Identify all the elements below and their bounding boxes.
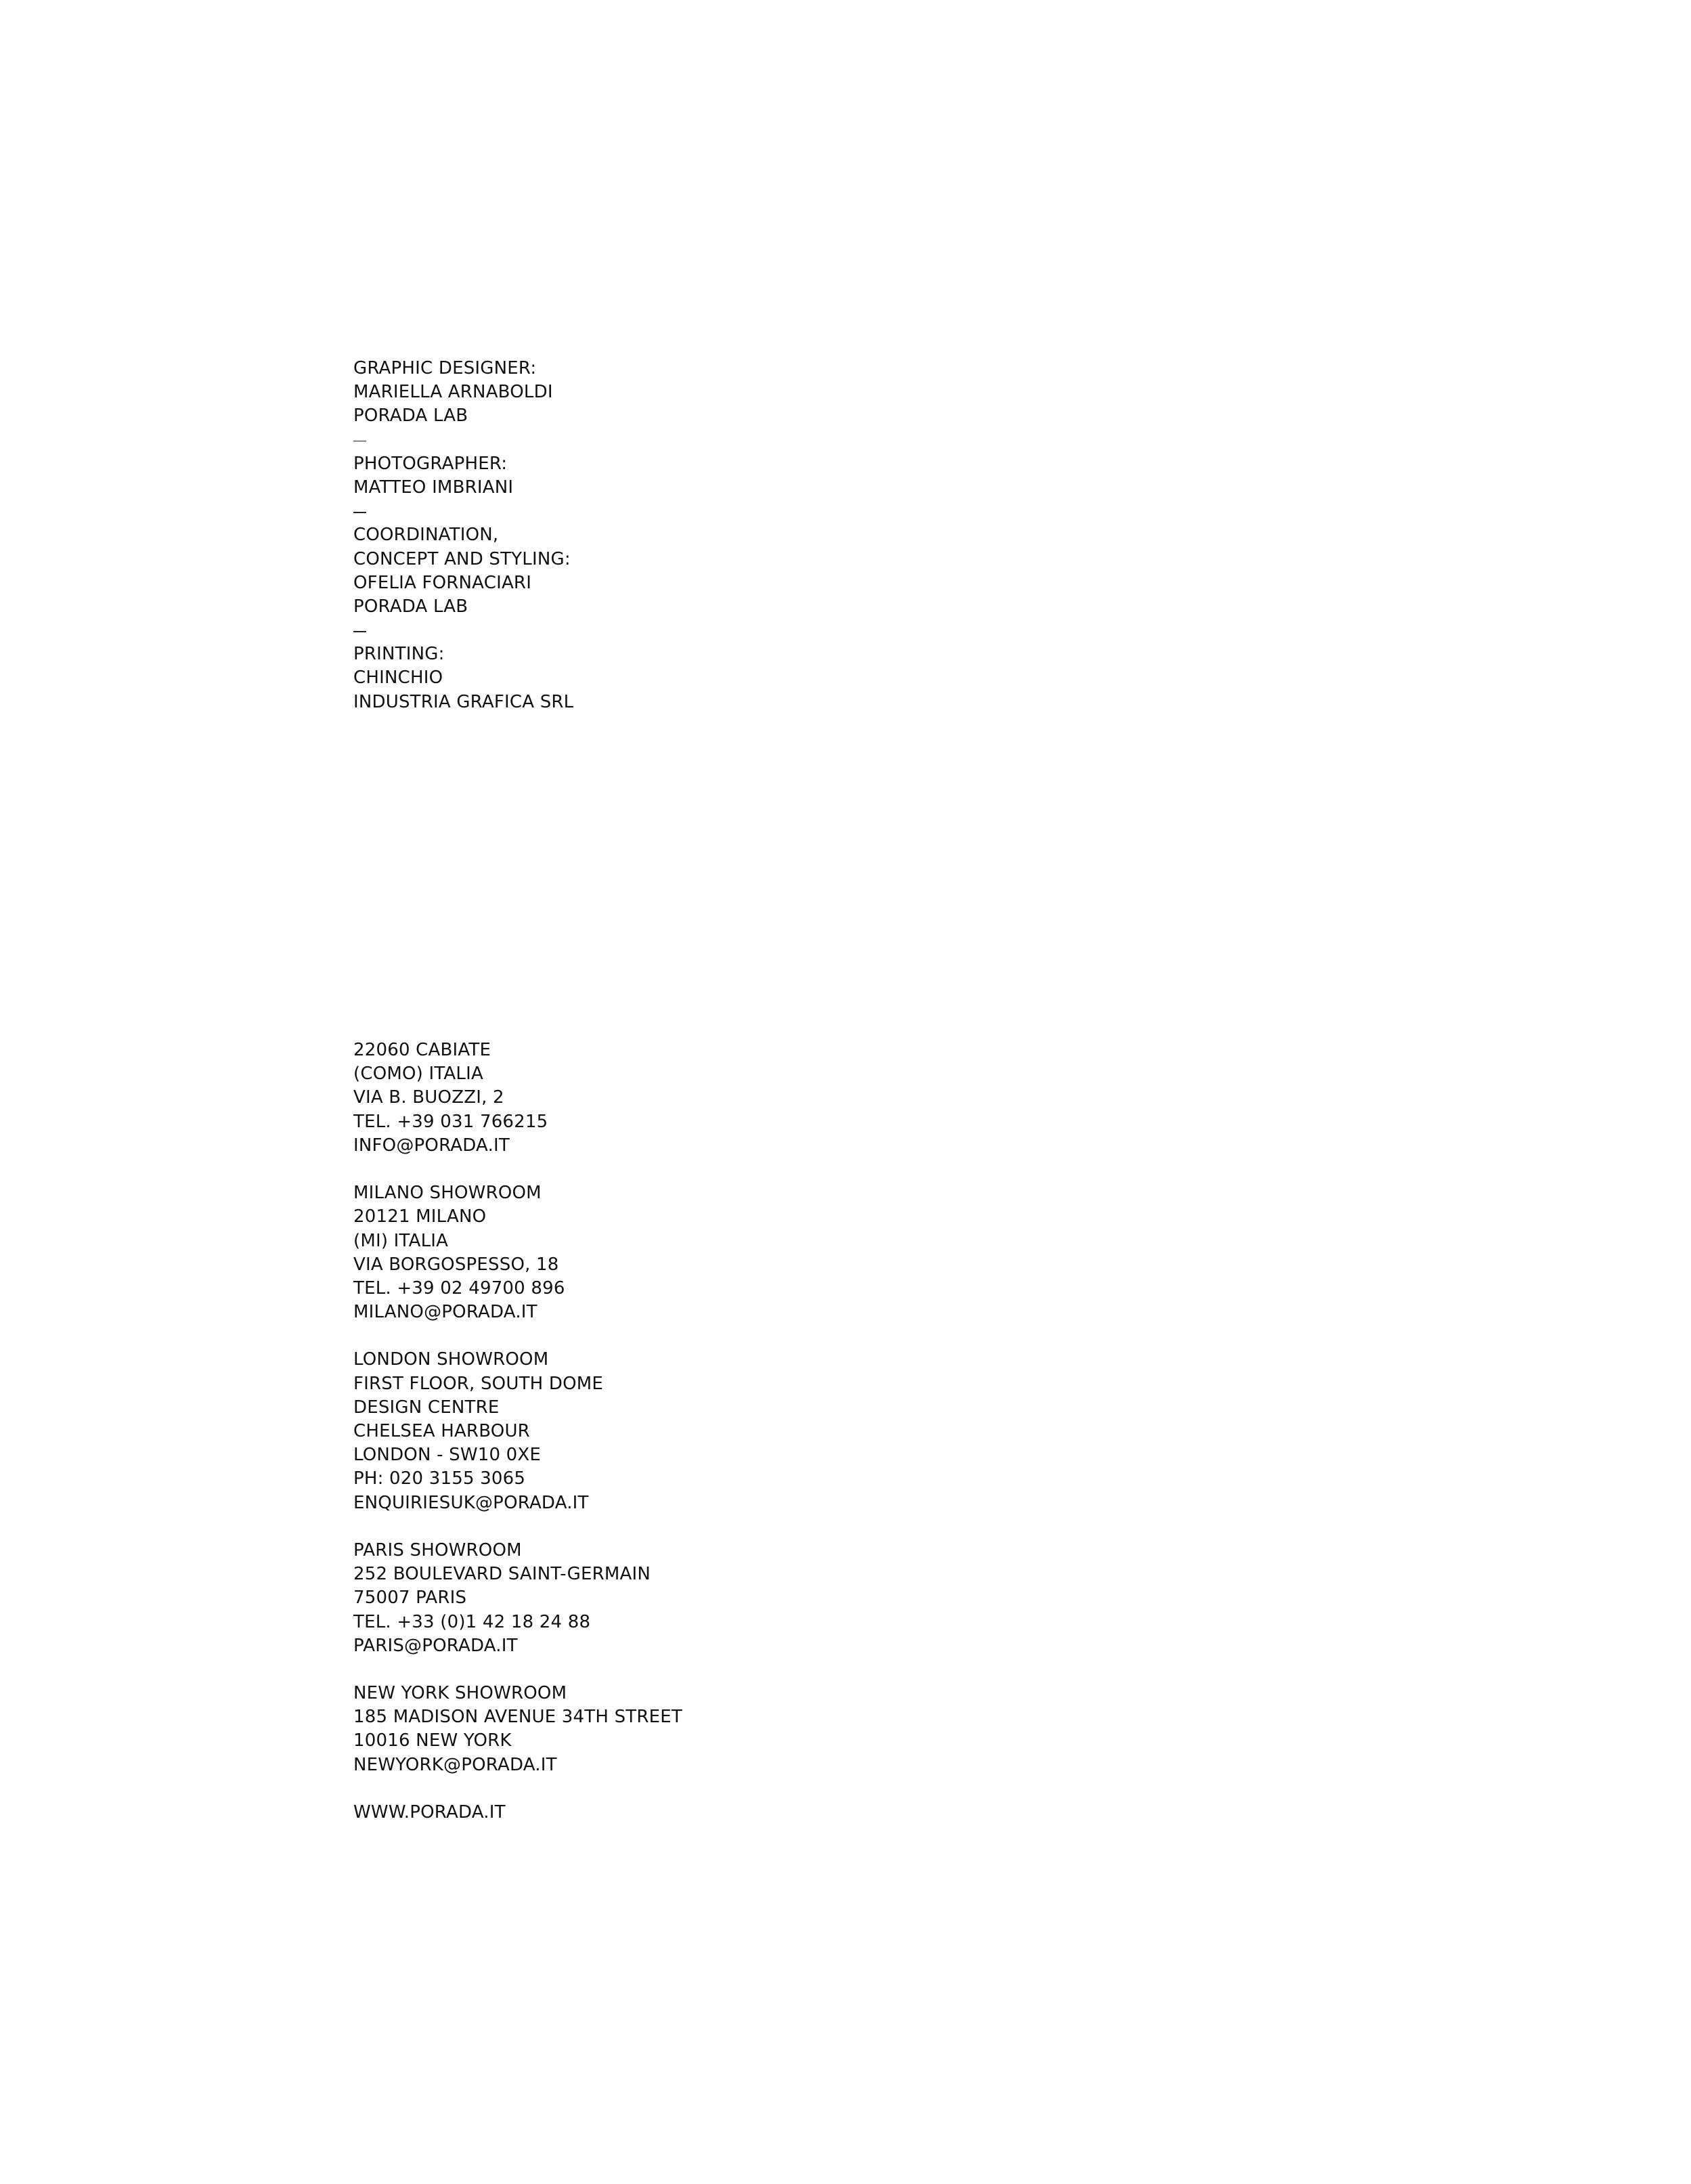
address-line: CHELSEA HARBOUR (353, 1421, 530, 1441)
address-line: TEL. +39 031 766215 (353, 1111, 548, 1132)
address-line: DESIGN CENTRE (353, 1397, 500, 1418)
address-line: ENQUIRIESUK@PORADA.IT (353, 1492, 589, 1513)
address-line: (MI) ITALIA (353, 1230, 449, 1251)
section-separator (353, 619, 573, 642)
credit-line: CONCEPT AND STYLING: (353, 548, 571, 569)
address-line: 10016 NEW YORK (353, 1730, 512, 1751)
address-line: MILANO SHOWROOM (353, 1183, 542, 1204)
address-line: NEWYORK@PORADA.IT (353, 1754, 557, 1775)
address-gap (353, 1515, 682, 1539)
credit-line: PHOTOGRAPHER: (353, 453, 508, 474)
address-line: TEL. +39 02 49700 896 (353, 1277, 565, 1298)
address-gap (353, 1158, 682, 1181)
address-gap (353, 1777, 682, 1801)
credit-line: MARIELLA ARNABOLDI (353, 382, 553, 403)
dash-separator (353, 441, 366, 442)
address-line: MILANO@PORADA.IT (353, 1302, 537, 1323)
address-line: 185 MADISON AVENUE 34TH STREET (353, 1707, 682, 1728)
credit-line: INDUSTRIA GRAFICA SRL (353, 691, 574, 712)
address-line: WWW.PORADA.IT (353, 1802, 506, 1822)
dash-separator (353, 631, 366, 632)
credit-line: GRAPHIC DESIGNER: (353, 358, 537, 378)
address-line: 75007 PARIS (353, 1588, 467, 1609)
credit-line: CHINCHIO (353, 668, 443, 689)
address-gap (353, 1658, 682, 1682)
address-line: 252 BOULEVARD SAINT-GERMAIN (353, 1564, 651, 1585)
credit-line: OFELIA FORNACIARI (353, 572, 532, 593)
address-line: VIA BORGOSPESSO, 18 (353, 1254, 559, 1275)
section-separator (353, 500, 573, 523)
credit-line: PORADA LAB (353, 406, 468, 427)
credits-block (353, 357, 573, 714)
address-line: LONDON SHOWROOM (353, 1349, 549, 1370)
address-line: NEW YORK SHOWROOM (353, 1683, 567, 1704)
credit-line: COORDINATION, (353, 525, 499, 546)
address-line: LONDON - SW10 0XE (353, 1445, 542, 1466)
address-gap (353, 1324, 682, 1348)
credit-line: MATTEO IMBRIANI (353, 477, 514, 498)
address-line: TEL. +33 (0)1 42 18 24 88 (353, 1611, 591, 1632)
address-line: 22060 CABIATE (353, 1040, 491, 1060)
address-line: VIA B. BUOZZI, 2 (353, 1087, 504, 1108)
address-line: PARIS@PORADA.IT (353, 1635, 518, 1656)
address-line: INFO@PORADA.IT (353, 1135, 510, 1156)
credit-line: PRINTING: (353, 644, 445, 665)
addresses-block (353, 1039, 682, 1825)
address-line: PH: 020 3155 3065 (353, 1468, 526, 1489)
dash-separator (353, 512, 366, 513)
address-line: FIRST FLOOR, SOUTH DOME (353, 1373, 604, 1394)
address-line: 20121 MILANO (353, 1206, 487, 1227)
credit-line: PORADA LAB (353, 596, 468, 617)
section-separator (353, 429, 573, 452)
address-line: (COMO) ITALIA (353, 1064, 483, 1085)
address-line: PARIS SHOWROOM (353, 1539, 522, 1560)
